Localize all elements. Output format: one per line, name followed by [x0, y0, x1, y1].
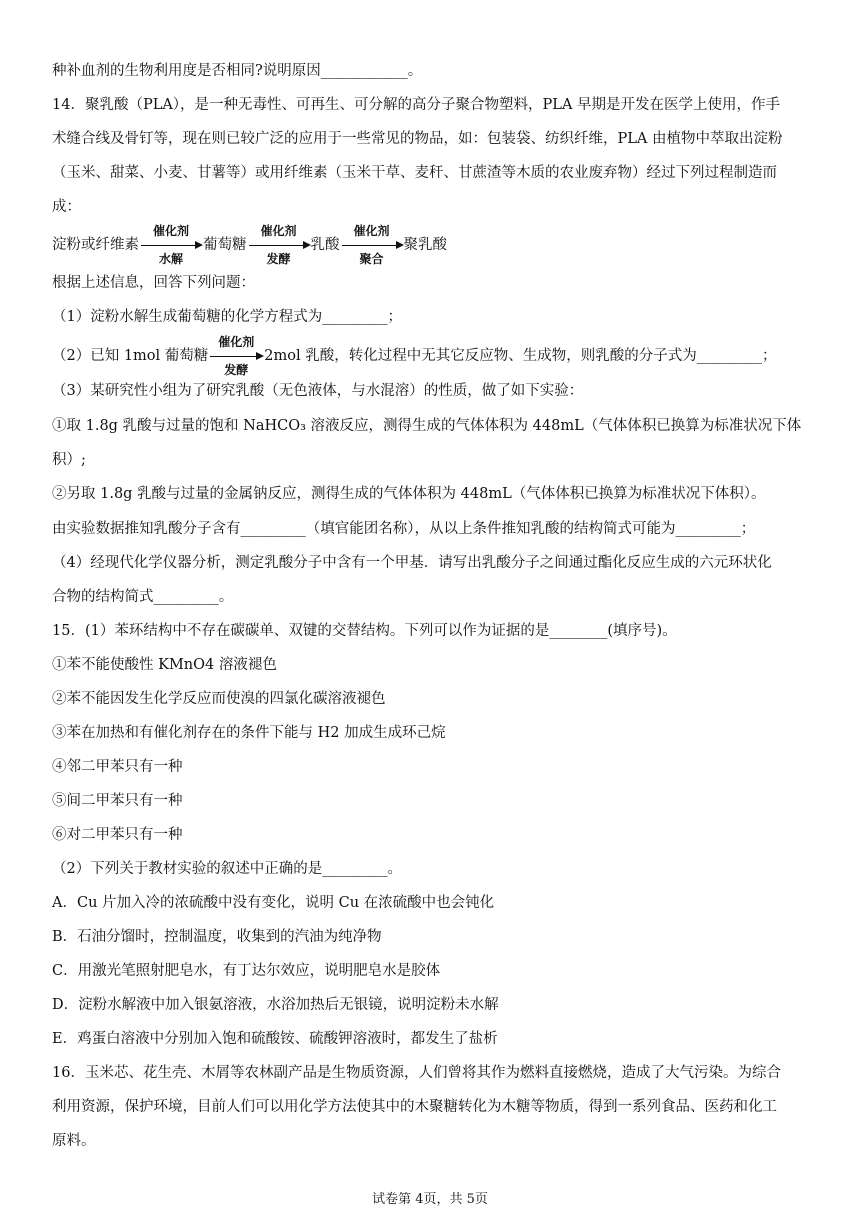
reaction-arrow	[208, 335, 264, 377]
text-span: （2）已知 1mol 葡萄糖	[52, 348, 209, 364]
text-span: 2mol 乳酸，转化过程中无其它反应物、生成物，则乳酸的分子式为_________；	[264, 348, 777, 364]
choice-a: A．Cu 片加入冷的浓硫酸中没有变化，说明 Cu 在浓硫酸中也会钝化	[52, 895, 495, 911]
text-line: ②另取 1.8g 乳酸与过量的金属钠反应，测得生成的气体体积为 448mL（气体体积已换算为标准状况下体积）。	[52, 486, 766, 502]
choice-d: D．淀粉水解液中加入银氨溶液，水浴加热后无银镜，说明淀粉未水解	[52, 997, 499, 1013]
arrow-label-top: 催化剂	[353, 224, 390, 238]
page-footer: 试卷第 4页，共 5页	[372, 1192, 488, 1207]
question-16-stem: 16．玉米芯、花生壳、木屑等农林副产品是生物质资源，人们曾将其作为燃料直接燃烧，造成了大气污染。为综合	[52, 1065, 781, 1081]
text-line: （玉米、甜菜、小麦、甘薯等）或用纤维素（玉米干草、麦秆、甘蔗渣等木质的农业废弃物）经过下列过程制造而	[52, 165, 777, 181]
option-line: ④邻二甲苯只有一种	[52, 759, 183, 775]
text-line: 原料。	[52, 1133, 96, 1149]
text-line: 成：	[52, 199, 81, 215]
reaction-arrow-2	[247, 224, 311, 266]
arrow-label-top: 催化剂	[152, 224, 189, 238]
arrow-label-top: 催化剂	[260, 224, 297, 238]
text-line: 种补血剂的生物利用度是否相同?说明原因____________。	[52, 63, 423, 79]
choice-c: C．用激光笔照射肥皂水，有丁达尔效应，说明肥皂水是胶体	[52, 963, 441, 979]
text-line: 根据上述信息，回答下列问题：	[52, 275, 255, 291]
reaction-arrow-3	[340, 224, 404, 266]
text-line: 利用资源，保护环境，目前人们可以用化学方法使其中的木聚糖转化为木糖等物质，得到一系列食品、医药和化工	[52, 1099, 777, 1115]
arrow-label-bottom: 发酵	[266, 252, 291, 266]
flow-step-4: 聚乳酸	[403, 237, 447, 253]
option-line: ⑥对二甲苯只有一种	[52, 827, 183, 843]
option-line: ③苯在加热和有催化剂存在的条件下能与 H2 加成生成环己烷	[52, 725, 446, 741]
question-14-3: （3）某研究性小组为了研究乳酸（无色液体，与水混溶）的性质，做了如下实验：	[52, 383, 584, 399]
question-15-2: （2）下列关于教材实验的叙述中正确的是_________。	[52, 861, 402, 877]
arrow-label-bottom: 聚合	[359, 252, 384, 266]
flow-step-1: 淀粉或纤维素	[52, 237, 139, 253]
text-line: 合物的结构简式_________。	[52, 589, 234, 605]
flow-step-3: 乳酸	[310, 237, 340, 253]
text-line: 积）;	[52, 452, 86, 468]
question-15-1: 15．(1）苯环结构中不存在碳碳单、双键的交替结构。下列可以作为证据的是________(填序号)。	[52, 623, 677, 639]
arrow-label-bottom: 发酵	[224, 363, 249, 377]
option-line: ①苯不能使酸性 KMnO4 溶液褪色	[52, 657, 277, 673]
flow-step-2: 葡萄糖	[203, 237, 247, 253]
choice-e: E．鸡蛋白溶液中分别加入饱和硫酸铵、硫酸钾溶液时，都发生了盐析	[52, 1031, 498, 1047]
text-line: ①取 1.8g 乳酸与过量的饱和 NaHCO₃ 溶液反应，测得生成的气体体积为 448mL（气体体积已换算为标准状况下体	[52, 418, 802, 434]
arrow-label-top: 催化剂	[218, 335, 255, 349]
reaction-flow	[52, 224, 812, 266]
option-line: ②苯不能因发生化学反应而使溴的四氯化碳溶液褪色	[52, 691, 386, 707]
text-line: 由实验数据推知乳酸分子含有_________（填官能团名称），从以上条件推知乳酸的结构简式可能为_________；	[52, 521, 756, 537]
option-line: ⑤间二甲苯只有一种	[52, 793, 183, 809]
question-14-2	[52, 335, 812, 377]
text-line: 术缝合线及骨钉等，现在则已较广泛的应用于一些常见的物品，如：包装袋、纺织纤维，PLA 由植物中萃取出淀粉	[52, 131, 783, 147]
arrow-label-bottom: 水解	[158, 252, 183, 266]
question-14-1: （1）淀粉水解生成葡萄糖的化学方程式为_________；	[52, 309, 402, 325]
question-14-4: （4）经现代化学仪器分析，测定乳酸分子中含有一个甲基．请写出乳酸分子之间通过酯化反应生成的六元环状化	[52, 555, 772, 571]
question-14-stem: 14．聚乳酸（PLA），是一种无毒性、可再生、可分解的高分子聚合物塑料，PLA 早期是开发在医学上使用，作手	[52, 97, 781, 113]
reaction-arrow-1	[139, 224, 203, 266]
choice-b: B．石油分馏时，控制温度，收集到的汽油为纯净物	[52, 929, 382, 945]
